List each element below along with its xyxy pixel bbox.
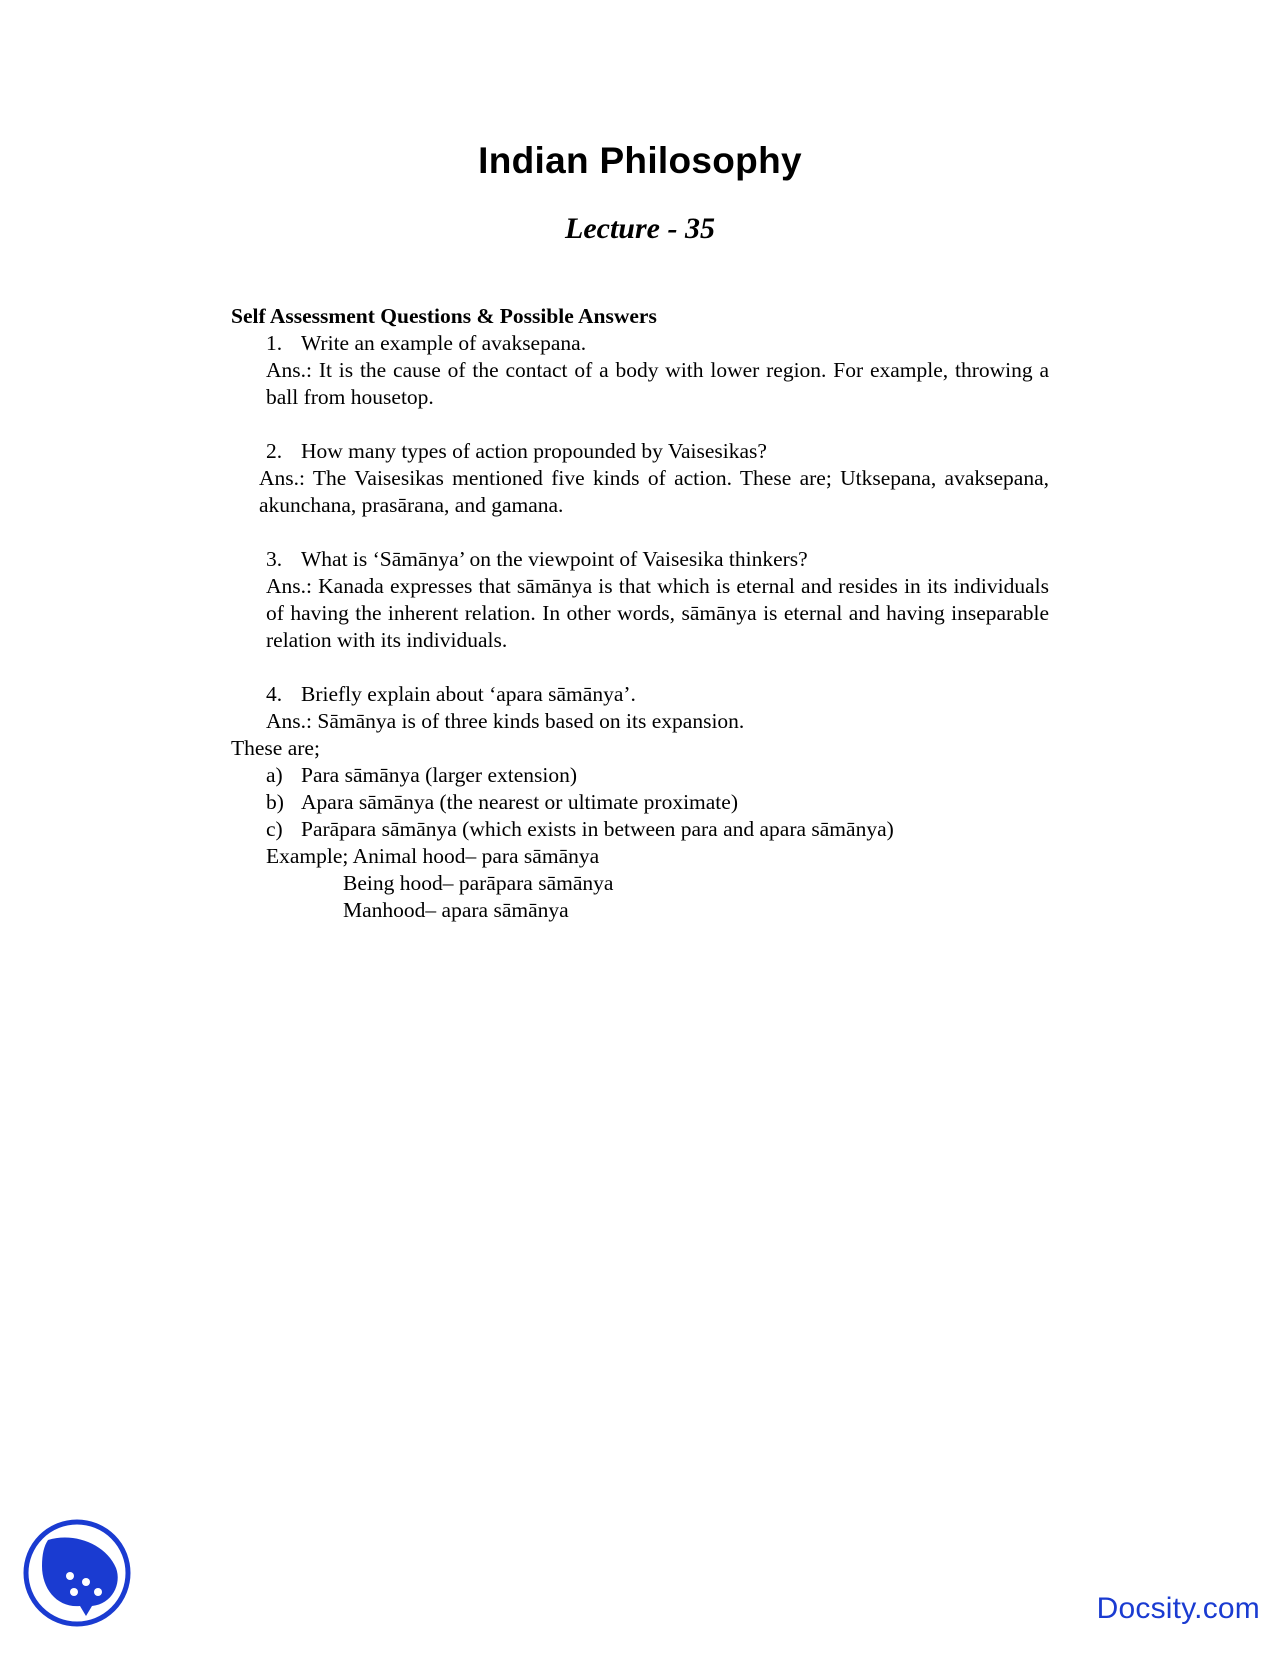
- question-3: [231, 546, 1049, 573]
- kind-marker: a): [266, 763, 283, 787]
- docsity-logo-icon[interactable]: [22, 1518, 132, 1628]
- these-are-label: These are;: [231, 736, 320, 760]
- example-line: Example; Animal hood– para sāmānya: [266, 844, 600, 868]
- section-heading: Self Assessment Questions & Possible Answers: [231, 304, 657, 328]
- answer-4: Ans.: Sāmānya is of three kinds based on its expansion.: [266, 709, 745, 733]
- question-text: How many types of action propounded by Vaisesikas?: [301, 439, 767, 463]
- question-text: What is ‘Sāmānya’ on the viewpoint of Vaisesika thinkers?: [301, 547, 808, 571]
- example-line: Being hood– parāpara sāmānya: [343, 871, 614, 895]
- answer-2: Ans.: The Vaisesikas mentioned five kinds of action. These are; Utksepana, avaksepana, akunchana, prasārana, and gamana.: [259, 466, 1049, 517]
- question-number: 4.: [266, 682, 283, 706]
- question-text: Write an example of avaksepana.: [301, 331, 587, 355]
- question-number: 1.: [266, 331, 283, 355]
- kind-marker: c): [266, 817, 283, 841]
- question-number: 3.: [266, 547, 283, 571]
- kind-item: [231, 762, 1049, 789]
- docsity-brand-link[interactable]: Docsity.com: [1096, 1592, 1260, 1625]
- answer-3: Ans.: Kanada expresses that sāmānya is that which is eternal and resides in its individuals of having the inherent relation. In other words, sāmānya is eternal and having inseparable relation with its individuals.: [266, 574, 1049, 652]
- kind-item: [231, 789, 1049, 816]
- question-1: [231, 330, 1049, 357]
- answer-1: Ans.: It is the cause of the contact of a body with lower region. For example, throwing a ball from housetop.: [266, 358, 1049, 409]
- question-text: Briefly explain about ‘apara sāmānya’.: [301, 682, 636, 706]
- question-4: [231, 681, 1049, 708]
- kind-marker: b): [266, 790, 284, 814]
- kind-text: Apara sāmānya (the nearest or ultimate proximate): [301, 790, 738, 814]
- question-2: [231, 438, 1049, 465]
- lecture-subtitle: Lecture - 35: [565, 212, 715, 245]
- kind-text: Para sāmānya (larger extension): [301, 763, 578, 787]
- example-line: Manhood– apara sāmānya: [343, 898, 569, 922]
- document-body: [231, 303, 1049, 924]
- page-title: Indian Philosophy: [478, 140, 802, 181]
- kind-text: Parāpara sāmānya (which exists in between para and apara sāmānya): [301, 817, 894, 841]
- question-number: 2.: [266, 439, 283, 463]
- kind-item: [231, 816, 1049, 843]
